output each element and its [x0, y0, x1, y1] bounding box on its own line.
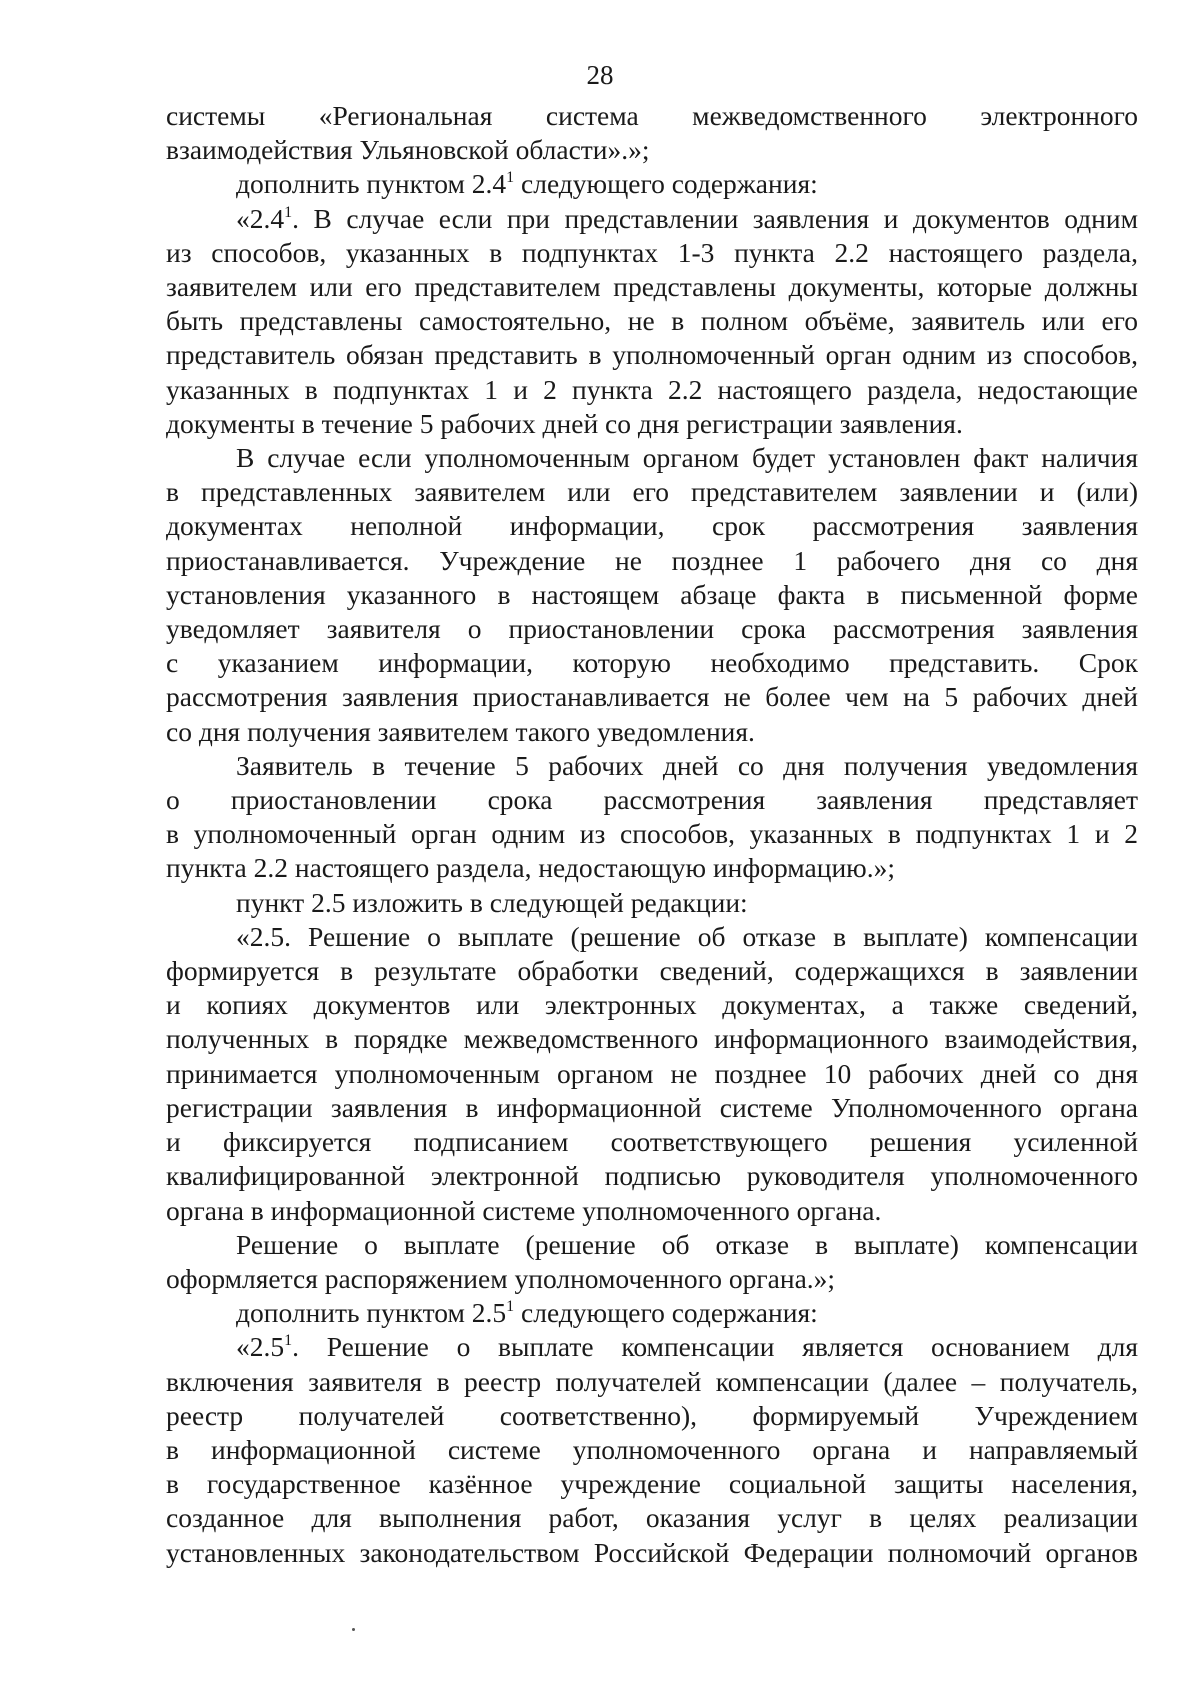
text-line: системы «Региональная система межведомственного электронного [166, 100, 1138, 131]
text-line: принимается уполномоченным органом не позднее 10 рабочих дней со дня [166, 1057, 1138, 1089]
text-line: «$2.4^1$. В случае если при представлении заявления и документов одним [236, 202, 1138, 234]
text-line: дополнить пунктом $2.4^1$ следующего содержания: [236, 168, 818, 200]
text-line: и фиксируется подписанием соответствующего решения усиленной [166, 1126, 1138, 1158]
text-line: уведомляет заявителя о приостановлении срока рассмотрения заявления [166, 613, 1138, 645]
text-line: «$2.5^1$. Решение о выплате компенсации является основанием для [236, 1331, 1138, 1363]
text-line: с указанием информации, которую необходимо представить. Срок [166, 647, 1138, 679]
page-number: 28 [586, 60, 614, 90]
text-line: пункта 2.2 настоящего раздела, недостающую информацию.»; [166, 852, 895, 884]
document-body [166, 99, 1138, 1570]
text-line: «2.5. Решение о выплате (решение об отказе в выплате) компенсации [236, 920, 1138, 952]
text-line: из способов, указанных в подпунктах 1-3 пункта 2.2 настоящего раздела, [166, 236, 1138, 268]
text-line: заявителем или его представителем представлены документы, которые должны [166, 271, 1138, 303]
text-line: документы в течение 5 рабочих дней со дня регистрации заявления. [166, 407, 963, 439]
text-line: включения заявителя в реестр получателей компенсации (далее – получатель, [166, 1365, 1138, 1397]
text-line: полученных в порядке межведомственного информационного взаимодействия, [166, 1023, 1138, 1055]
text-line: быть представлены самостоятельно, не в полном объёме, заявитель или его [166, 305, 1138, 337]
text-line: формируется в результате обработки сведений, содержащихся в заявлении [166, 955, 1138, 987]
text-line: дополнить пунктом $2.5^1$ следующего содержания: [236, 1297, 818, 1329]
text-line: пункт 2.5 изложить в следующей редакции: [236, 886, 748, 918]
text-line: в представленных заявителем или его представителем заявлении и (или) [166, 476, 1138, 508]
text-line: В случае если уполномоченным органом будет установлен факт наличия [236, 442, 1138, 474]
text-line: установления указанного в настоящем абзаце факта в письменной форме [166, 578, 1138, 610]
text-line: Решение о выплате (решение об отказе в выплате) компенсации [236, 1228, 1138, 1260]
text-line: документах неполной информации, срок рассмотрения заявления [166, 510, 1138, 542]
text-line: представитель обязан представить в уполномоченный орган одним из способов, [166, 339, 1138, 371]
text-line: взаимодействия Ульяновской области».»; [166, 134, 650, 166]
text-line: в уполномоченный орган одним из способов, указанных в подпунктах 1 и 2 [166, 818, 1138, 850]
text-line: приостанавливается. Учреждение не позднее 1 рабочего дня со дня [166, 544, 1138, 576]
text-line: указанных в подпунктах 1 и 2 пункта 2.2 настоящего раздела, недостающие [166, 373, 1138, 405]
scan-speck [352, 1628, 355, 1631]
text-line: в информационной системе уполномоченного органа и направляемый [166, 1433, 1138, 1465]
text-line: в государственное казённое учреждение социальной защиты населения, [166, 1468, 1138, 1500]
text-line: органа в информационной системе уполномоченного органа. [166, 1194, 882, 1226]
text-line: реестр получателей соответственно), формируемый Учреждением [166, 1399, 1138, 1431]
text-line: Заявитель в течение 5 рабочих дней со дня получения уведомления [236, 749, 1138, 781]
text-line: со дня получения заявителем такого уведомления. [166, 715, 755, 747]
text-line: оформляется распоряжением уполномоченного органа.»; [166, 1262, 836, 1294]
text-line: созданное для выполнения работ, оказания услуг в целях реализации [166, 1502, 1138, 1534]
text-line: установленных законодательством Российской Федерации полномочий органов [166, 1536, 1138, 1568]
text-line: квалифицированной электронной подписью руководителя уполномоченного [166, 1160, 1138, 1192]
text-line: о приостановлении срока рассмотрения заявления представляет [166, 784, 1138, 816]
text-line: регистрации заявления в информационной системе Уполномоченного органа [166, 1091, 1138, 1123]
text-line: рассмотрения заявления приостанавливается не более чем на 5 рабочих дней [166, 681, 1138, 713]
text-line: и копиях документов или электронных документах, а также сведений, [166, 989, 1138, 1021]
